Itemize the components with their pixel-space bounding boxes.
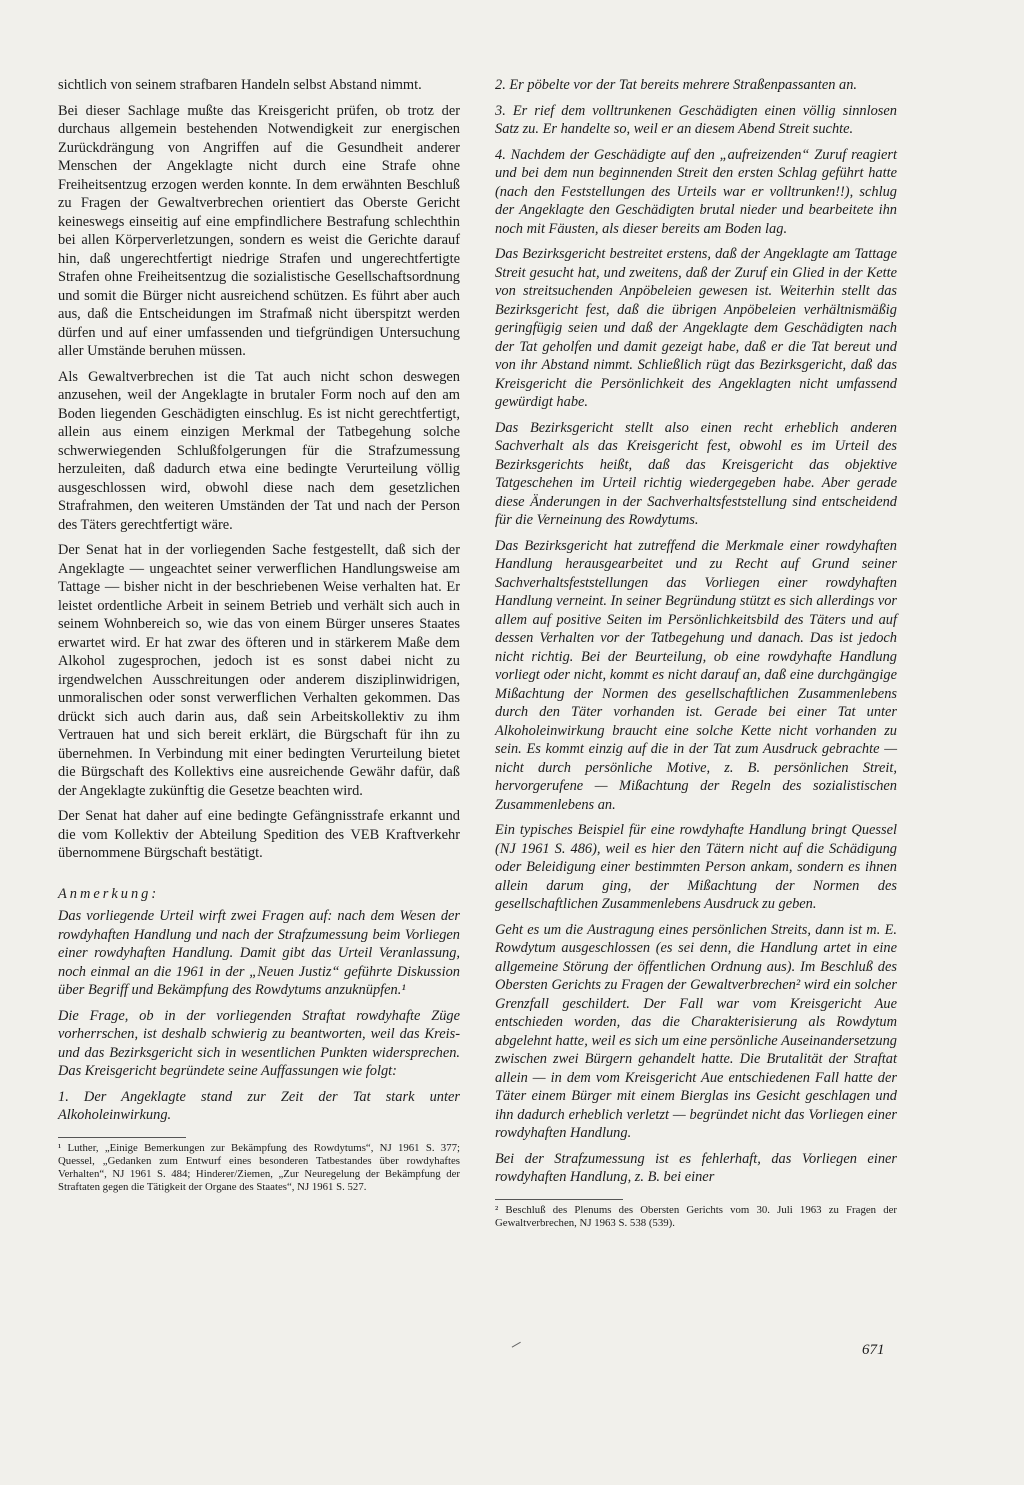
footnote-divider (58, 1137, 186, 1138)
paragraph: Als Gewaltverbrechen ist die Tat auch nicht schon deswegen anzusehen, weil der Angeklagte in brutaler Form noch auf den am Boden liegenden Geschädigten einschlug. Es ist nicht gerechtfertigt, allein aus einem einzigen Merkmal der Tatbegehung solche schwerwiegenden Schlußfolgerungen für die Strafzumessung herzuleiten, daß dadurch etwa eine bedingte Verurteilung völlig ausgeschlossen wird, obwohl diese nach dem gesetzlichen Strafrahmen, den weiteren Umständen der Tat und nach der Person des Täters gerechtfertigt wäre. (58, 368, 460, 533)
paragraph: sichtlich von seinem strafbaren Handeln selbst Abstand nimmt. (58, 77, 422, 93)
page-number: 671 (862, 1342, 885, 1358)
paragraph: Der Senat hat in der vorliegenden Sache festgestellt, daß sich der Angeklagte — ungeachtet seiner verwerflichen Handlungsweise am Tattage — bisher nicht in der beschriebenen Weise verhalten hat. Er leistet ordentliche Arbeit in seinem Betrieb und verhält sich auch in seinem Wohnbereich so, wie das von einem Bürger unseres Staates erwartet wird. Er hat zwar des öfteren und in stärkerem Maße dem Alkohol zugesprochen, jedoch ist es sonst dabei nicht zu irgendwelchen Ausschreitungen oder anderem disziplinwidrigen, unmoralischen oder sonst verwerflichen Verhalten gekommen. Das drückt sich auch darin aus, daß sein Arbeitskollektiv zu ihm Vertrauen hat und sich bereit erklärt, die Bürgschaft für ihn zu übernehmen. In Verbindung mit einer bedingten Verurteilung bietet die Bürgschaft des Kollektivs eine ausreichende Gewähr dafür, daß der Angeklagte zukünftig die Gesetze beachten wird. (58, 542, 460, 799)
annotation-heading: Anmerkung: (58, 885, 160, 902)
footnote-divider (495, 1199, 623, 1200)
print-speck (512, 1342, 523, 1350)
paragraph: Ein typisches Beispiel für eine rowdyhafte Handlung bringt Quessel (NJ 1961 S. 486), weil es hier den Tätern nicht auf die Schädigung oder Beleidigung einer bestimmten Person ankam, sondern es ihnen allein darum ging, der Mißachtung der Normen des gesellschaftlichen Zusammenlebens Ausdruck zu geben. (495, 822, 897, 912)
left-column (58, 76, 460, 1194)
footnote: ¹ Luther, „Einige Bemerkungen zur Bekämpfung des Rowdytums“, NJ 1961 S. 377; Quessel, „Gedanken zum Entwurf eines besonderen Tatbestandes über rowdyhaftes Verhalten“, NJ 1961 S. 484; Hinderer/Ziemen, „Zur Neuregelung der Bekämpfung der Straftaten gegen die Tätigkeit der Organe des Staates“, NJ 1961 S. 527. (58, 1141, 460, 1193)
annotation-paragraph: Das vorliegende Urteil wirft zwei Fragen auf: nach dem Wesen der rowdyhaften Handlung und nach der Strafzumessung beim Vorliegen einer rowdyhaften Handlung. Damit gibt das Urteil Veranlassung, noch einmal an die 1961 in der „Neuen Justiz“ geführte Diskussion über Begriff und Bekämpfung des Rowdytums anzuknüpfen.¹ (58, 908, 460, 998)
paragraph: Geht es um die Austragung eines persönlichen Streits, dann ist m. E. Rowdytum ausgeschlossen (es sei denn, die Handlung artet in eine allgemeine Störung der öffentlichen Ordnung aus). Im Beschluß des Obersten Gerichts zu Fragen der Gewaltverbrechen² wird ein solcher Grenzfall geschildert. Der Fall war vom Kreisgericht Aue entschieden worden, das die Charakterisierung als Rowdytum abgelehnt hatte, weil es sich um eine persönliche Auseinandersetzung zwischen zwei Bürgern gehandelt hatte. Die Brutalität der Straftat allein — in dem vom Kreisgericht Aue entschiedenen Fall hatte der Täter einem Bürger mit einem Bierglas ins Gesicht geschlagen und ihn dadurch erheblich verletzt — begründet nicht das Vorliegen einer rowdyhaften Handlung. (495, 921, 897, 1141)
annotation-paragraph: 1. Der Angeklagte stand zur Zeit der Tat stark unter Alkoholeinwirkung. (58, 1088, 460, 1123)
list-item: 3. Er rief dem volltrunkenen Geschädigten einen völlig sinnlosen Satz zu. Er handelte so, weil er an diesem Abend Streit suchte. (495, 102, 897, 137)
footnote: ² Beschluß des Plenums des Obersten Gerichts vom 30. Juli 1963 zu Fragen der Gewaltverbrechen, NJ 1963 S. 538 (539). (495, 1203, 897, 1229)
list-item: 4. Nachdem der Geschädigte auf den „aufreizenden“ Zuruf reagiert und bei dem nun beginnenden Streit den ersten Schlag geführt hatte (nach den Feststellungen des Urteils war er volltrunken!!), schlug der Angeklagte den Geschädigten brutal nieder und bearbeitete ihn noch mit Fäusten, als dieser bereits am Boden lag. (495, 146, 897, 237)
paragraph: Bei dieser Sachlage mußte das Kreisgericht prüfen, ob trotz der durchaus allgemein bestehenden Notwendigkeit zur energischen Zurückdrängung von Angriffen auf die Gesundheit anderer Menschen der Angeklagte nicht durch eine Strafe ohne Freiheitsentzug erzogen werden konnte. In dem erwähnten Beschluß zu Fragen der Gewaltverbrechen orientiert das Oberste Gericht keineswegs einseitig auf eine empfindlichere Bestrafung schlechthin bei allen Körperverletzungen, sondern es weist die Gerichte darauf hin, daß ungerechtfertigt niedrige Strafen und ungerechtfertigte Strafen ohne Freiheitsentzug die sozialistische Gesellschaftsordnung und somit die Bürger nicht ausreichend schützen. Es führt aber auch aus, daß die Entscheidungen im Strafmaß nicht überspitzt werden dürfen und auf einer umfassenden und tiefgründigen Untersuchung aller Umstände beruhen müssen. (58, 102, 460, 359)
paragraph: Das Bezirksgericht hat zutreffend die Merkmale einer rowdyhaften Handlung herausgearbeitet und zu Recht auf Grund seiner Sachverhaltsfeststellungen das Vorliegen einer rowdyhaften Handlung verneint. In seiner Begründung stützt es sich allerdings vor allem auf positive Seiten im Persönlichkeitsbild des Täters und auf dessen Verhalten vor der Tatbegehung und danach. Das ist jedoch nicht richtig. Bei der Beurteilung, ob eine rowdyhafte Handlung vorliegt oder nicht, kommt es nicht darauf an, daß eine durchgängige Mißachtung der Normen des gesellschaftlichen Zusammenlebens durch den Täter vorhanden ist. Gerade bei einer Tat unter Alkoholeinwirkung braucht eine solche Kette nicht vorhanden zu sein. Es kommt einzig auf die in der Tat zum Ausdruck gebrachte — nicht durch persönliche Motive, z. B. persönlichen Streit, hervorgerufene — Mißachtung der Regeln des sozialistischen Zusammenlebens an. (495, 537, 897, 813)
paragraph: Das Bezirksgericht stellt also einen recht erheblich anderen Sachverhalt als das Kreisgericht fest, obwohl es im Urteil des Bezirksgerichts heißt, daß das Kreisgericht das objektive Tatgeschehen im Urteil richtig wiedergegeben habe. Aber gerade diese Änderungen in der Sachverhaltsfeststellung sind entscheidend für die Verneinung des Rowdytums. (495, 419, 897, 528)
right-column (495, 76, 897, 1230)
paragraph: Bei der Strafzumessung ist es fehlerhaft, das Vorliegen einer rowdyhaften Handlung, z. B. bei einer (495, 1150, 897, 1185)
list-item: 2. Er pöbelte vor der Tat bereits mehrere Straßenpassanten an. (495, 77, 857, 93)
paragraph: Der Senat hat daher auf eine bedingte Gefängnisstrafe erkannt und die vom Kollektiv der Abteilung Spedition des VEB Kraftverkehr übernommene Bürgschaft bestätigt. (58, 808, 460, 861)
paragraph: Das Bezirksgericht bestreitet erstens, daß der Angeklagte am Tattage Streit gesucht hat, und zweitens, daß der Zuruf ein Glied in der Kette von streitsuchenden Anpöbeleien gewesen ist. Weiterhin stellt das Bezirksgericht fest, daß die übrigen Anpöbeleien verhältnismäßig geringfügig seien und daß der Angeklagte dem Geschädigten nach der Tat geholfen und damit gezeigt habe, daß er die Tat bereut und von ihr Abstand nimmt. Schließlich rügt das Bezirksgericht, daß das Kreisgericht die Persönlichkeit des Angeklagten nicht umfassend gewürdigt habe. (495, 246, 897, 410)
annotation-paragraph: Die Frage, ob in der vorliegenden Straftat rowdyhafte Züge vorherrschen, ist deshalb schwierig zu beantworten, weil das Kreis- und das Bezirksgericht sich in wesentlichen Punkten widersprechen. Das Kreisgericht begründete seine Auffassungen wie folgt: (58, 1007, 460, 1079)
